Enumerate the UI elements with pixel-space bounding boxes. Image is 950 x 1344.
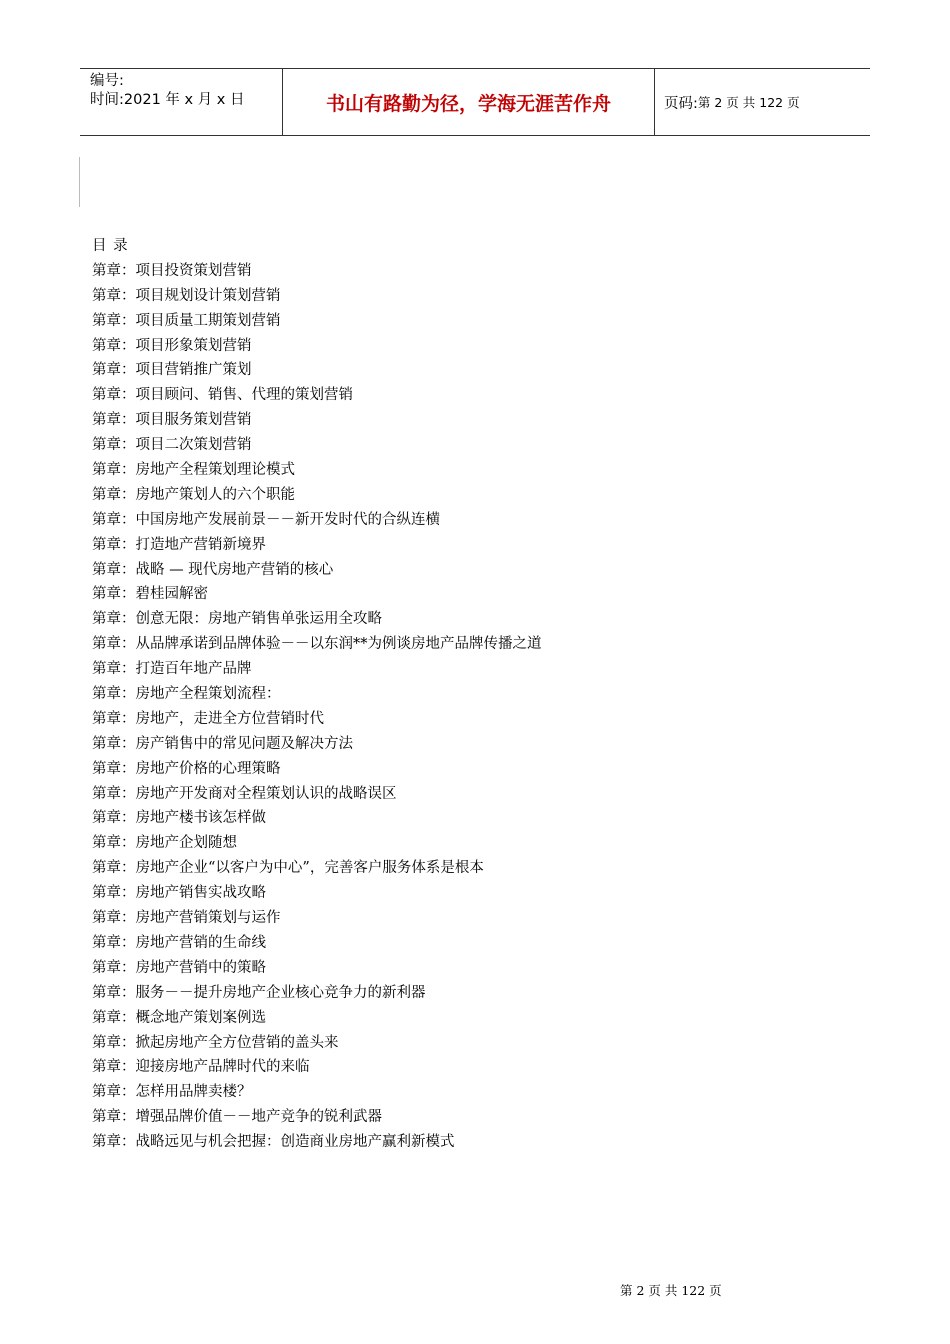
toc-item: 第章：从品牌承诺到品牌体验－－以东润**为例谈房地产品牌传播之道 — [92, 636, 542, 653]
toc-item: 第章：房地产营销的生命线 — [92, 934, 266, 951]
toc-item: 第章：服务－－提升房地产企业核心竞争力的新利器 — [92, 984, 426, 1001]
toc-list — [92, 259, 542, 1155]
toc-item: 第章：概念地产策划案例选 — [92, 1009, 266, 1026]
toc-item: 第章：房地产楼书该怎样做 — [92, 810, 266, 827]
toc-item: 第章：项目规划设计策划营销 — [92, 287, 281, 304]
header-info-cell — [80, 69, 282, 135]
toc-item: 第章：增强品牌价值－－地产竞争的锐利武器 — [92, 1109, 382, 1126]
toc-item: 第章：创意无限：房地产销售单张运用全攻略 — [92, 611, 382, 628]
motto-text: 书山有路勤为径，学海无涯苦作舟 — [325, 92, 611, 115]
toc-item: 第章：掀起房地产全方位营销的盖头来 — [92, 1034, 339, 1051]
toc-item: 第章：项目投资策划营销 — [92, 262, 252, 279]
toc-item: 第章：怎样用品牌卖楼？ — [92, 1084, 252, 1101]
toc-item: 第章：项目顾问、销售、代理的策划营销 — [92, 387, 353, 404]
toc-item: 第章：打造地产营销新境界 — [92, 536, 266, 553]
toc-item: 第章：房地产营销策划与运作 — [92, 910, 281, 927]
toc-title: 目 录 — [92, 238, 129, 254]
footer-page-number: 第 2 页 共 122 页 — [620, 1283, 722, 1298]
toc-item: 第章：迎接房地产品牌时代的来临 — [92, 1059, 310, 1076]
page-of-text: 第 2 页 共 122 页 — [697, 95, 800, 110]
toc-item: 第章：碧桂园解密 — [92, 586, 208, 603]
header-page-cell — [655, 69, 870, 135]
toc-item: 第章：项目质量工期策划营销 — [92, 312, 281, 329]
time-label: 时间: — [90, 92, 124, 108]
toc-item: 第章：项目形象策划营销 — [92, 337, 252, 354]
time-value: 2021 年 x 月 x 日 — [123, 92, 245, 108]
toc-item: 第章：房产销售中的常见问题及解决方法 — [92, 735, 353, 752]
toc-item: 第章：房地产营销中的策略 — [92, 959, 266, 976]
page-label: 页码: — [664, 95, 698, 112]
toc-item: 第章：房地产销售实战攻略 — [92, 885, 266, 902]
toc-item: 第章：房地产策划人的六个职能 — [92, 486, 295, 503]
toc-item: 第章：房地产，走进全方位营销时代 — [92, 710, 324, 727]
toc-item: 第章：房地产全程策划流程： — [92, 686, 281, 703]
time-line — [90, 91, 282, 110]
header-motto-cell — [282, 69, 655, 135]
toc-item: 第章：战略远见与机会把握：创造商业房地产赢利新模式 — [92, 1134, 455, 1151]
toc-item: 第章：项目服务策划营销 — [92, 412, 252, 429]
toc-item: 第章：项目二次策划营销 — [92, 437, 252, 454]
toc-item: 第章：打造百年地产品牌 — [92, 661, 252, 678]
toc-item: 第章：房地产价格的心理策略 — [92, 760, 281, 777]
page-header — [80, 68, 870, 136]
number-label: 编号: — [90, 73, 124, 89]
toc-item: 第章：战略 — 现代房地产营销的核心 — [92, 561, 334, 578]
toc-item: 第章：中国房地产发展前景－－新开发时代的合纵连横 — [92, 511, 440, 528]
toc-item: 第章：房地产企划随想 — [92, 835, 237, 852]
toc-item: 第章：房地产企业“以客户为中心”，完善客户服务体系是根本 — [92, 860, 484, 877]
toc-item: 第章：项目营销推广策划 — [92, 362, 252, 379]
margin-line — [79, 157, 80, 207]
table-of-contents — [92, 234, 542, 1155]
toc-item: 第章：房地产全程策划理论模式 — [92, 462, 295, 479]
toc-item: 第章：房地产开发商对全程策划认识的战略误区 — [92, 785, 397, 802]
